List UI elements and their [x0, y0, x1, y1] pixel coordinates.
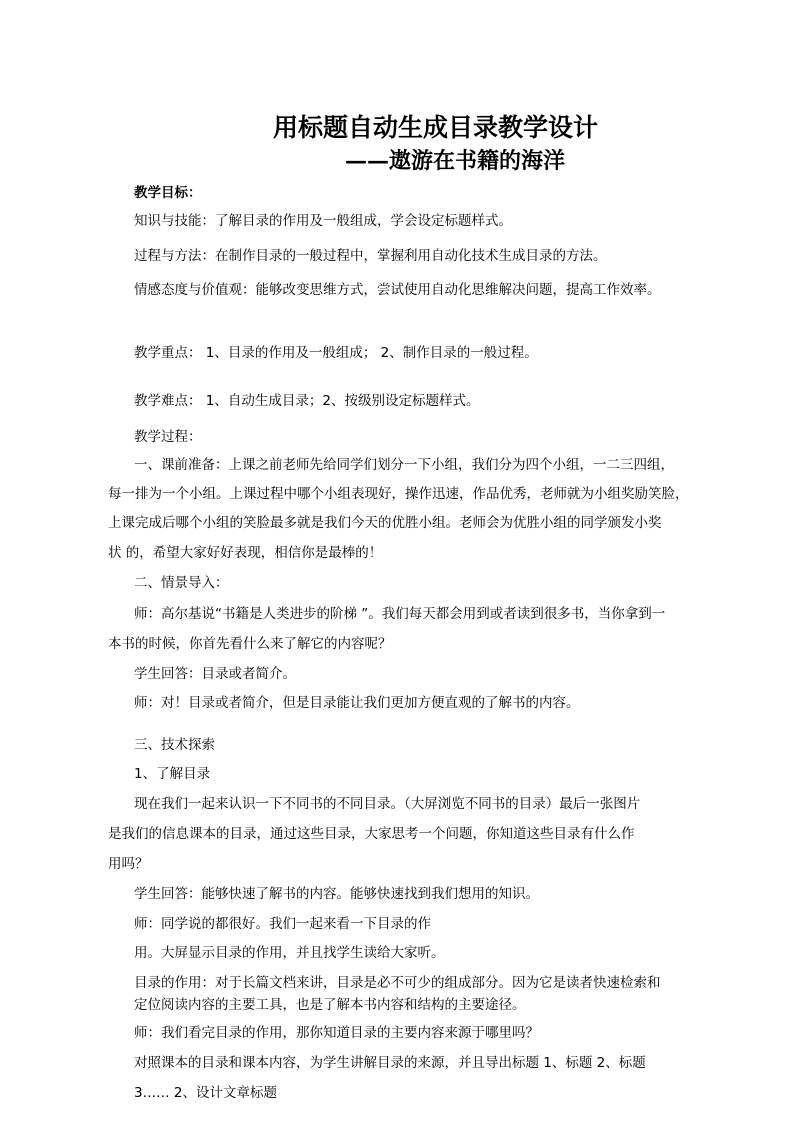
paragraph-line: 学生回答：能够快速了解书的内容。能够快速找到我们想用的知识。	[134, 886, 539, 902]
paragraph-line: 情感态度与价值观：能够改变思维方式，尝试使用自动化思维解决问题，提高工作效率。	[134, 282, 661, 298]
paragraph-line: 状 的，希望大家好好表现，相信你是最棒的！	[108, 545, 383, 561]
paragraph-line: 二、情景导入：	[134, 575, 229, 591]
paragraph-line: 现在我们一起来认识一下不同书的不同目录。（大屏浏览不同书的目录）最后一张图片	[134, 796, 641, 812]
paragraph-line: 学生回答：目录或者简介。	[134, 666, 296, 682]
paragraph-line: 一、课前准备：上课之前老师先给同学们划分一下小组，我们分为四个小组，一二三四组，	[134, 457, 674, 473]
paragraph-line: 教学难点： 1、自动生成目录；2、按级别设定标题样式。	[134, 393, 480, 409]
paragraph-line: 用吗？	[108, 856, 149, 872]
paragraph-line: 师：同学说的都很好。我们一起来看一下目录的作	[134, 916, 431, 932]
paragraph-line: 过程与方法：在制作目录的一般过程中，掌握利用自动化技术生成目录的方法。	[134, 248, 607, 264]
paragraph-line: 师：我们看完目录的作用，那你知道目录的主要内容来源于哪里吗？	[134, 1025, 539, 1041]
paragraph-line: 每一排为一个小组。上课过程中哪个小组表现好，操作迅速，作品优秀，老师就为小组奖励笑脸，	[108, 486, 689, 502]
paragraph-line: 用。大屏显示目录的作用，并且找学生读给大家听。	[134, 945, 445, 961]
paragraph-line: 3…… 2、设计文章标题	[134, 1085, 277, 1101]
document-title: 用标题自动生成目录教学设计	[273, 113, 599, 142]
paragraph-line: 教学重点： 1、目录的作用及一般组成； 2、制作目录的一般过程。	[134, 345, 538, 361]
paragraph-line: 三、技术探索	[134, 737, 215, 753]
paragraph-line: 目录的作用：对于长篇文档来讲，目录是必不可少的组成部分。因为它是读者快速检索和	[134, 975, 661, 991]
paragraph-line: 1、了解目录	[134, 766, 211, 782]
paragraph-line: 本书的时候，你首先看什么来了解它的内容呢？	[108, 636, 392, 652]
paragraph-line: 对照课本的目录和课本内容，为学生讲解目录的来源，并且导出标题 1、标题 2、标题	[134, 1055, 646, 1071]
paragraph-line: 定位阅读内容的主要工具，也是了解本书内容和结构的主要途径。	[134, 997, 526, 1013]
paragraph-line: 是我们的信息课本的目录，通过这些目录，大家思考一个问题，你知道这些目录有什么作	[108, 826, 635, 842]
paragraph-line: 师：对！目录或者简介，但是目录能让我们更加方便直观的了解书的内容。	[134, 695, 580, 711]
paragraph-line: 师：高尔基说“书籍是人类进步的阶梯 ”。我们每天都会用到或者读到很多书，当你拿到一	[134, 606, 666, 622]
document-subtitle: ——遨游在书籍的海洋	[345, 148, 566, 174]
section-heading-objectives: 教学目标：	[134, 185, 202, 201]
paragraph-line: 教学过程：	[134, 429, 202, 445]
paragraph-line: 知识与技能：了解目录的作用及一般组成，学会设定标题样式。	[134, 213, 512, 229]
paragraph-line: 上课完成后哪个小组的笑脸最多就是我们今天的优胜小组。老师会为优胜小组的同学颁发小奖	[108, 515, 662, 531]
